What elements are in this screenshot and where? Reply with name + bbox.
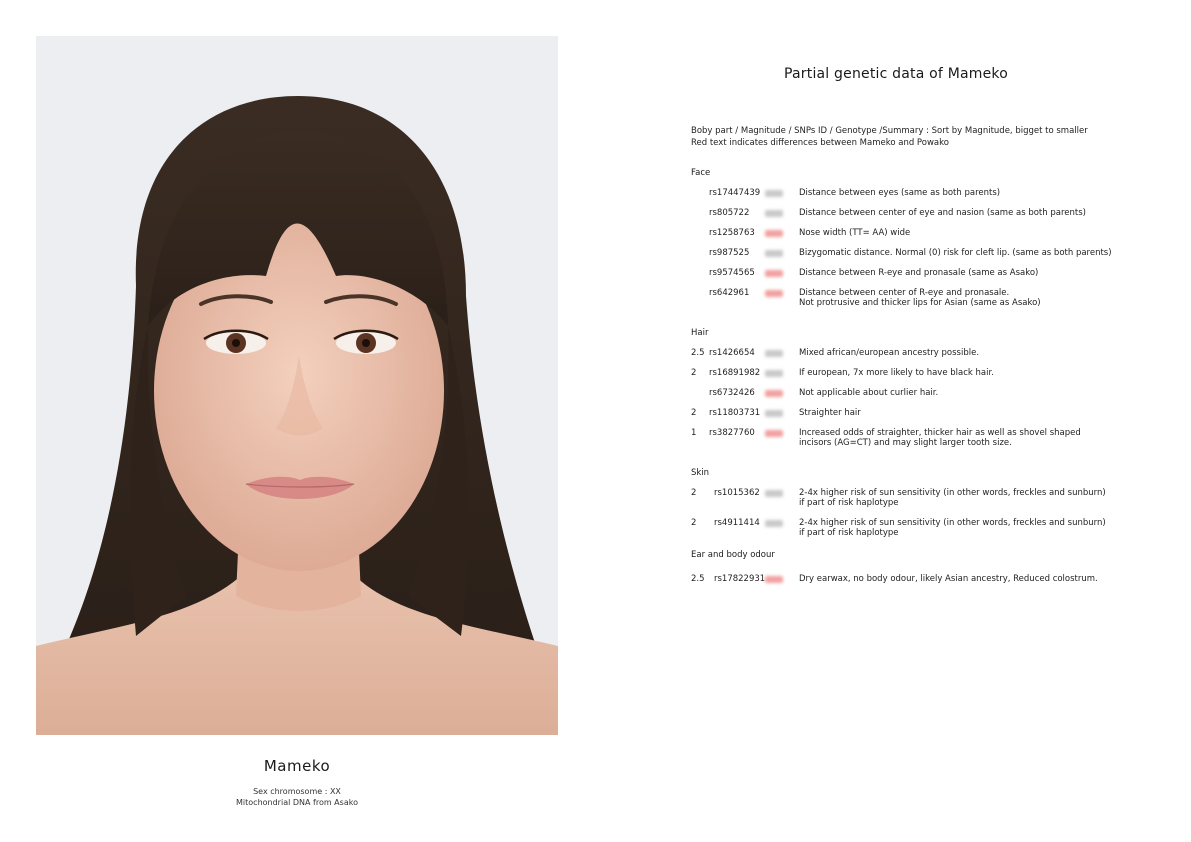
summary [799, 348, 1119, 358]
summary-line: if part of risk haplotype [799, 528, 899, 538]
summary-line: Not protrusive and thicker lips for Asian (same as Asako) [799, 298, 1041, 308]
portrait-mitochondrial-dna: Mitochondrial DNA from Asako [236, 798, 358, 807]
genotype-redacted [765, 210, 783, 217]
intro-line-2: Red text indicates differences between Mameko and Powako [691, 138, 949, 148]
portrait-name: Mameko [263, 757, 331, 775]
snp-id: rs3827760 [709, 428, 755, 438]
summary-line: Straighter hair [799, 408, 861, 418]
summary-line: Nose width (TT= AA) wide [799, 228, 911, 238]
magnitude: 2 [691, 368, 697, 378]
summary [799, 288, 1119, 308]
summary [799, 428, 1119, 448]
summary [799, 268, 1119, 278]
snp-id: rs987525 [709, 248, 750, 258]
intro-line-1: Boby part / Magnitude / SNPs ID / Genotype /Summary : Sort by Magnitude, bigget to smaller [691, 126, 1088, 136]
summary-line: Distance between eyes (same as both parents) [799, 188, 1001, 198]
genotype-redacted [765, 576, 783, 583]
snp-id: rs17822931 [714, 574, 766, 584]
summary-line: 2-4x higher risk of sun sensitivity (in other words, freckles and sunburn) [799, 488, 1106, 498]
summary [799, 188, 1119, 198]
portrait-sex-chromosome: Sex chromosome : XX [253, 787, 341, 796]
snp-id: rs1015362 [714, 488, 760, 498]
snp-id: rs9574565 [709, 268, 755, 278]
genotype-redacted [765, 410, 783, 417]
genotype-redacted [765, 370, 783, 377]
page-title: Partial genetic data of Mameko [784, 66, 1008, 82]
summary-line: If european, 7x more likely to have black hair. [799, 368, 994, 378]
summary [799, 228, 1119, 238]
summary-line: Not applicable about curlier hair. [799, 388, 939, 398]
snp-id: rs6732426 [709, 388, 755, 398]
summary [799, 408, 1119, 418]
section-heading: Hair [691, 328, 709, 338]
snp-id: rs11803731 [709, 408, 761, 418]
section-heading: Ear and body odour [691, 550, 775, 560]
snp-id: rs1426654 [709, 348, 755, 358]
summary-line: incisors (AG=CT) and may slight larger tooth size. [799, 438, 1012, 448]
section-heading: Skin [691, 468, 710, 478]
portrait-photo [36, 36, 558, 735]
snp-id: rs16891982 [709, 368, 761, 378]
genotype-redacted [765, 350, 783, 357]
summary [799, 388, 1119, 398]
snp-id: rs1258763 [709, 228, 755, 238]
snp-id: rs4911414 [714, 518, 760, 528]
summary [799, 518, 1119, 538]
summary-line: if part of risk haplotype [799, 498, 899, 508]
genotype-redacted [765, 190, 783, 197]
magnitude: 2 [691, 408, 697, 418]
magnitude: 2 [691, 488, 697, 498]
magnitude: 2 [691, 518, 697, 528]
summary-line: Dry earwax, no body odour, likely Asian ancestry, Reduced colostrum. [799, 574, 1098, 584]
genotype-redacted [765, 520, 783, 527]
genotype-redacted [765, 250, 783, 257]
genotype-redacted [765, 230, 783, 237]
summary-line: Increased odds of straighter, thicker hair as well as shovel shaped [799, 428, 1081, 438]
snp-id: rs642961 [709, 288, 750, 298]
magnitude: 2.5 [691, 574, 705, 584]
summary-line: 2-4x higher risk of sun sensitivity (in other words, freckles and sunburn) [799, 518, 1106, 528]
section-heading: Face [691, 168, 711, 178]
summary [799, 248, 1119, 258]
summary-line: Distance between center of R-eye and pronasale. [799, 288, 1010, 298]
summary [799, 368, 1119, 378]
genotype-redacted [765, 290, 783, 297]
portrait-illustration [36, 36, 558, 735]
snp-id: rs17447439 [709, 188, 761, 198]
summary-line: Distance between R-eye and pronasale (same as Asako) [799, 268, 1039, 278]
summary [799, 574, 1119, 584]
magnitude: 1 [691, 428, 697, 438]
summary-line: Mixed african/european ancestry possible. [799, 348, 980, 358]
summary-line: Distance between center of eye and nasion (same as both parents) [799, 208, 1086, 218]
summary-line: Bizygomatic distance. Normal (0) risk for cleft lip. (same as both parents) [799, 248, 1112, 258]
summary [799, 488, 1119, 508]
genotype-redacted [765, 270, 783, 277]
snp-id: rs805722 [709, 208, 750, 218]
genotype-redacted [765, 490, 783, 497]
magnitude: 2.5 [691, 348, 705, 358]
genotype-redacted [765, 430, 783, 437]
genotype-redacted [765, 390, 783, 397]
summary [799, 208, 1119, 218]
